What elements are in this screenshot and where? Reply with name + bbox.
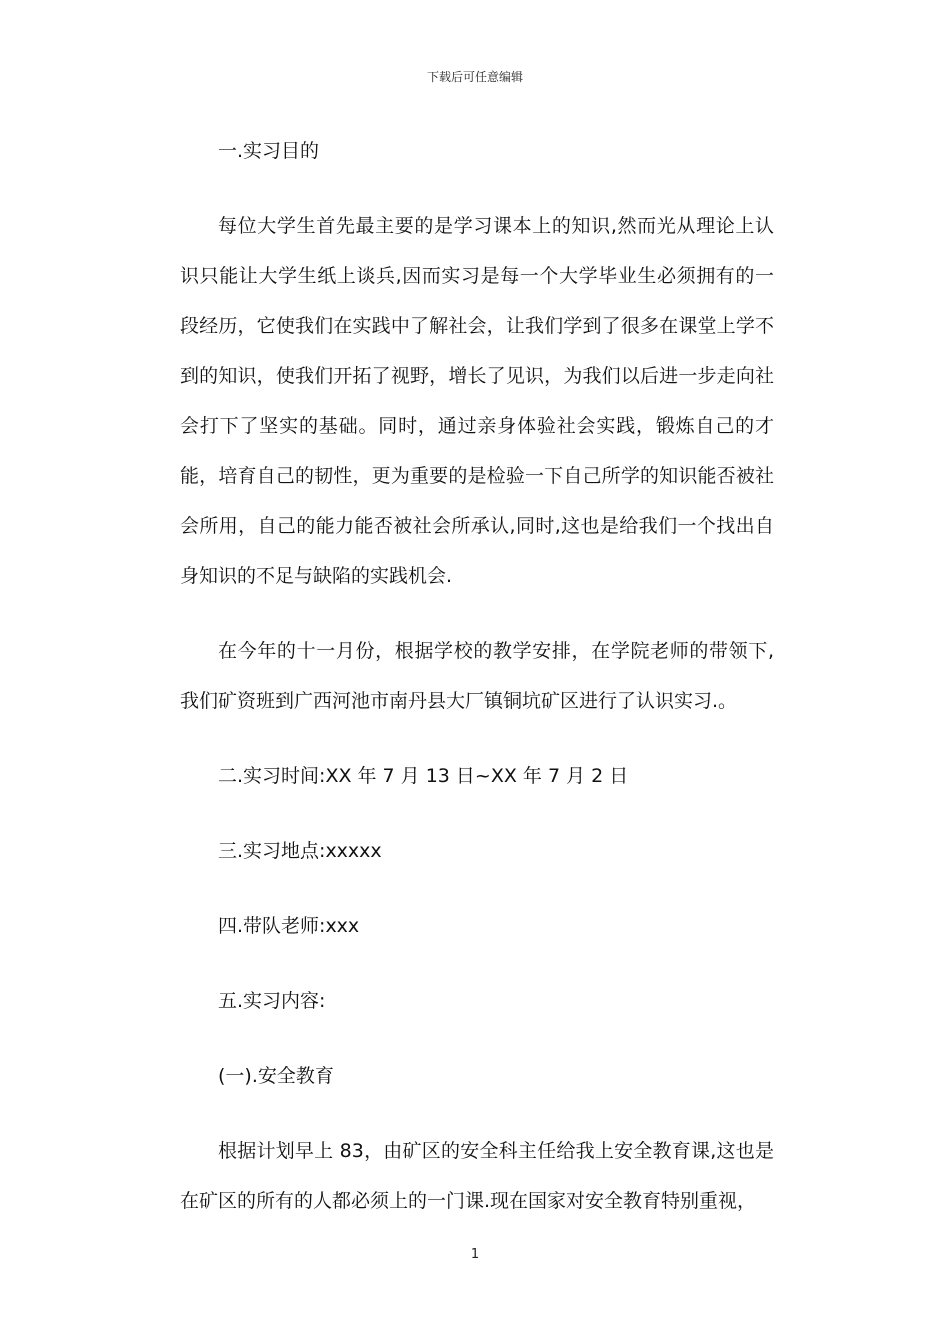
paragraph-purpose: 每位大学生首先最主要的是学习课本上的知识,然而光从理论上认识只能让大学生纸上谈兵,因而实习是每一个大学毕业生必须拥有的一段经历，它使我们在实践中了解社会，让我们学到了很多在课堂上学不到的知识，使我们开拓了视野，增长了见识，为我们以后进一步走向社会打下了坚实的基础。同时，通过亲身体验社会实践，锻炼自己的才能，培育自己的韧性，更为重要的是检验一下自己所学的知识能否被社会所用，自己的能力能否被社会所承认,同时,这也是给我们一个找出自身知识的不足与缺陷的实践机会. — [180, 215, 774, 587]
document-body — [180, 126, 774, 1251]
section-heading-time: 二.实习时间:XX 年 7 月 13 日~XX 年 7 月 2 日 — [218, 765, 629, 787]
paragraph-safety: 根据计划早上 83，由矿区的安全科主任给我上安全教育课,这也是在矿区的所有的人都必须上的一门课.现在国家对安全教育特别重视， — [180, 1140, 774, 1212]
header-note: 下载后可任意编辑 — [426, 70, 523, 84]
section-heading-purpose: 一.实习目的 — [218, 140, 320, 162]
page-number: 1 — [470, 1247, 480, 1262]
section-heading-location: 三.实习地点:xxxxx — [218, 840, 382, 862]
section-heading-teacher: 四.带队老师:xxx — [218, 915, 360, 937]
paragraph-arrangement: 在今年的十一月份，根据学校的教学安排，在学院老师的带领下,我们矿资班到广西河池市南丹县大厂镇铜坑矿区进行了认识实习.。 — [180, 640, 774, 712]
subsection-heading-safety: (一).安全教育 — [218, 1065, 334, 1087]
section-heading-content: 五.实习内容: — [218, 990, 326, 1012]
